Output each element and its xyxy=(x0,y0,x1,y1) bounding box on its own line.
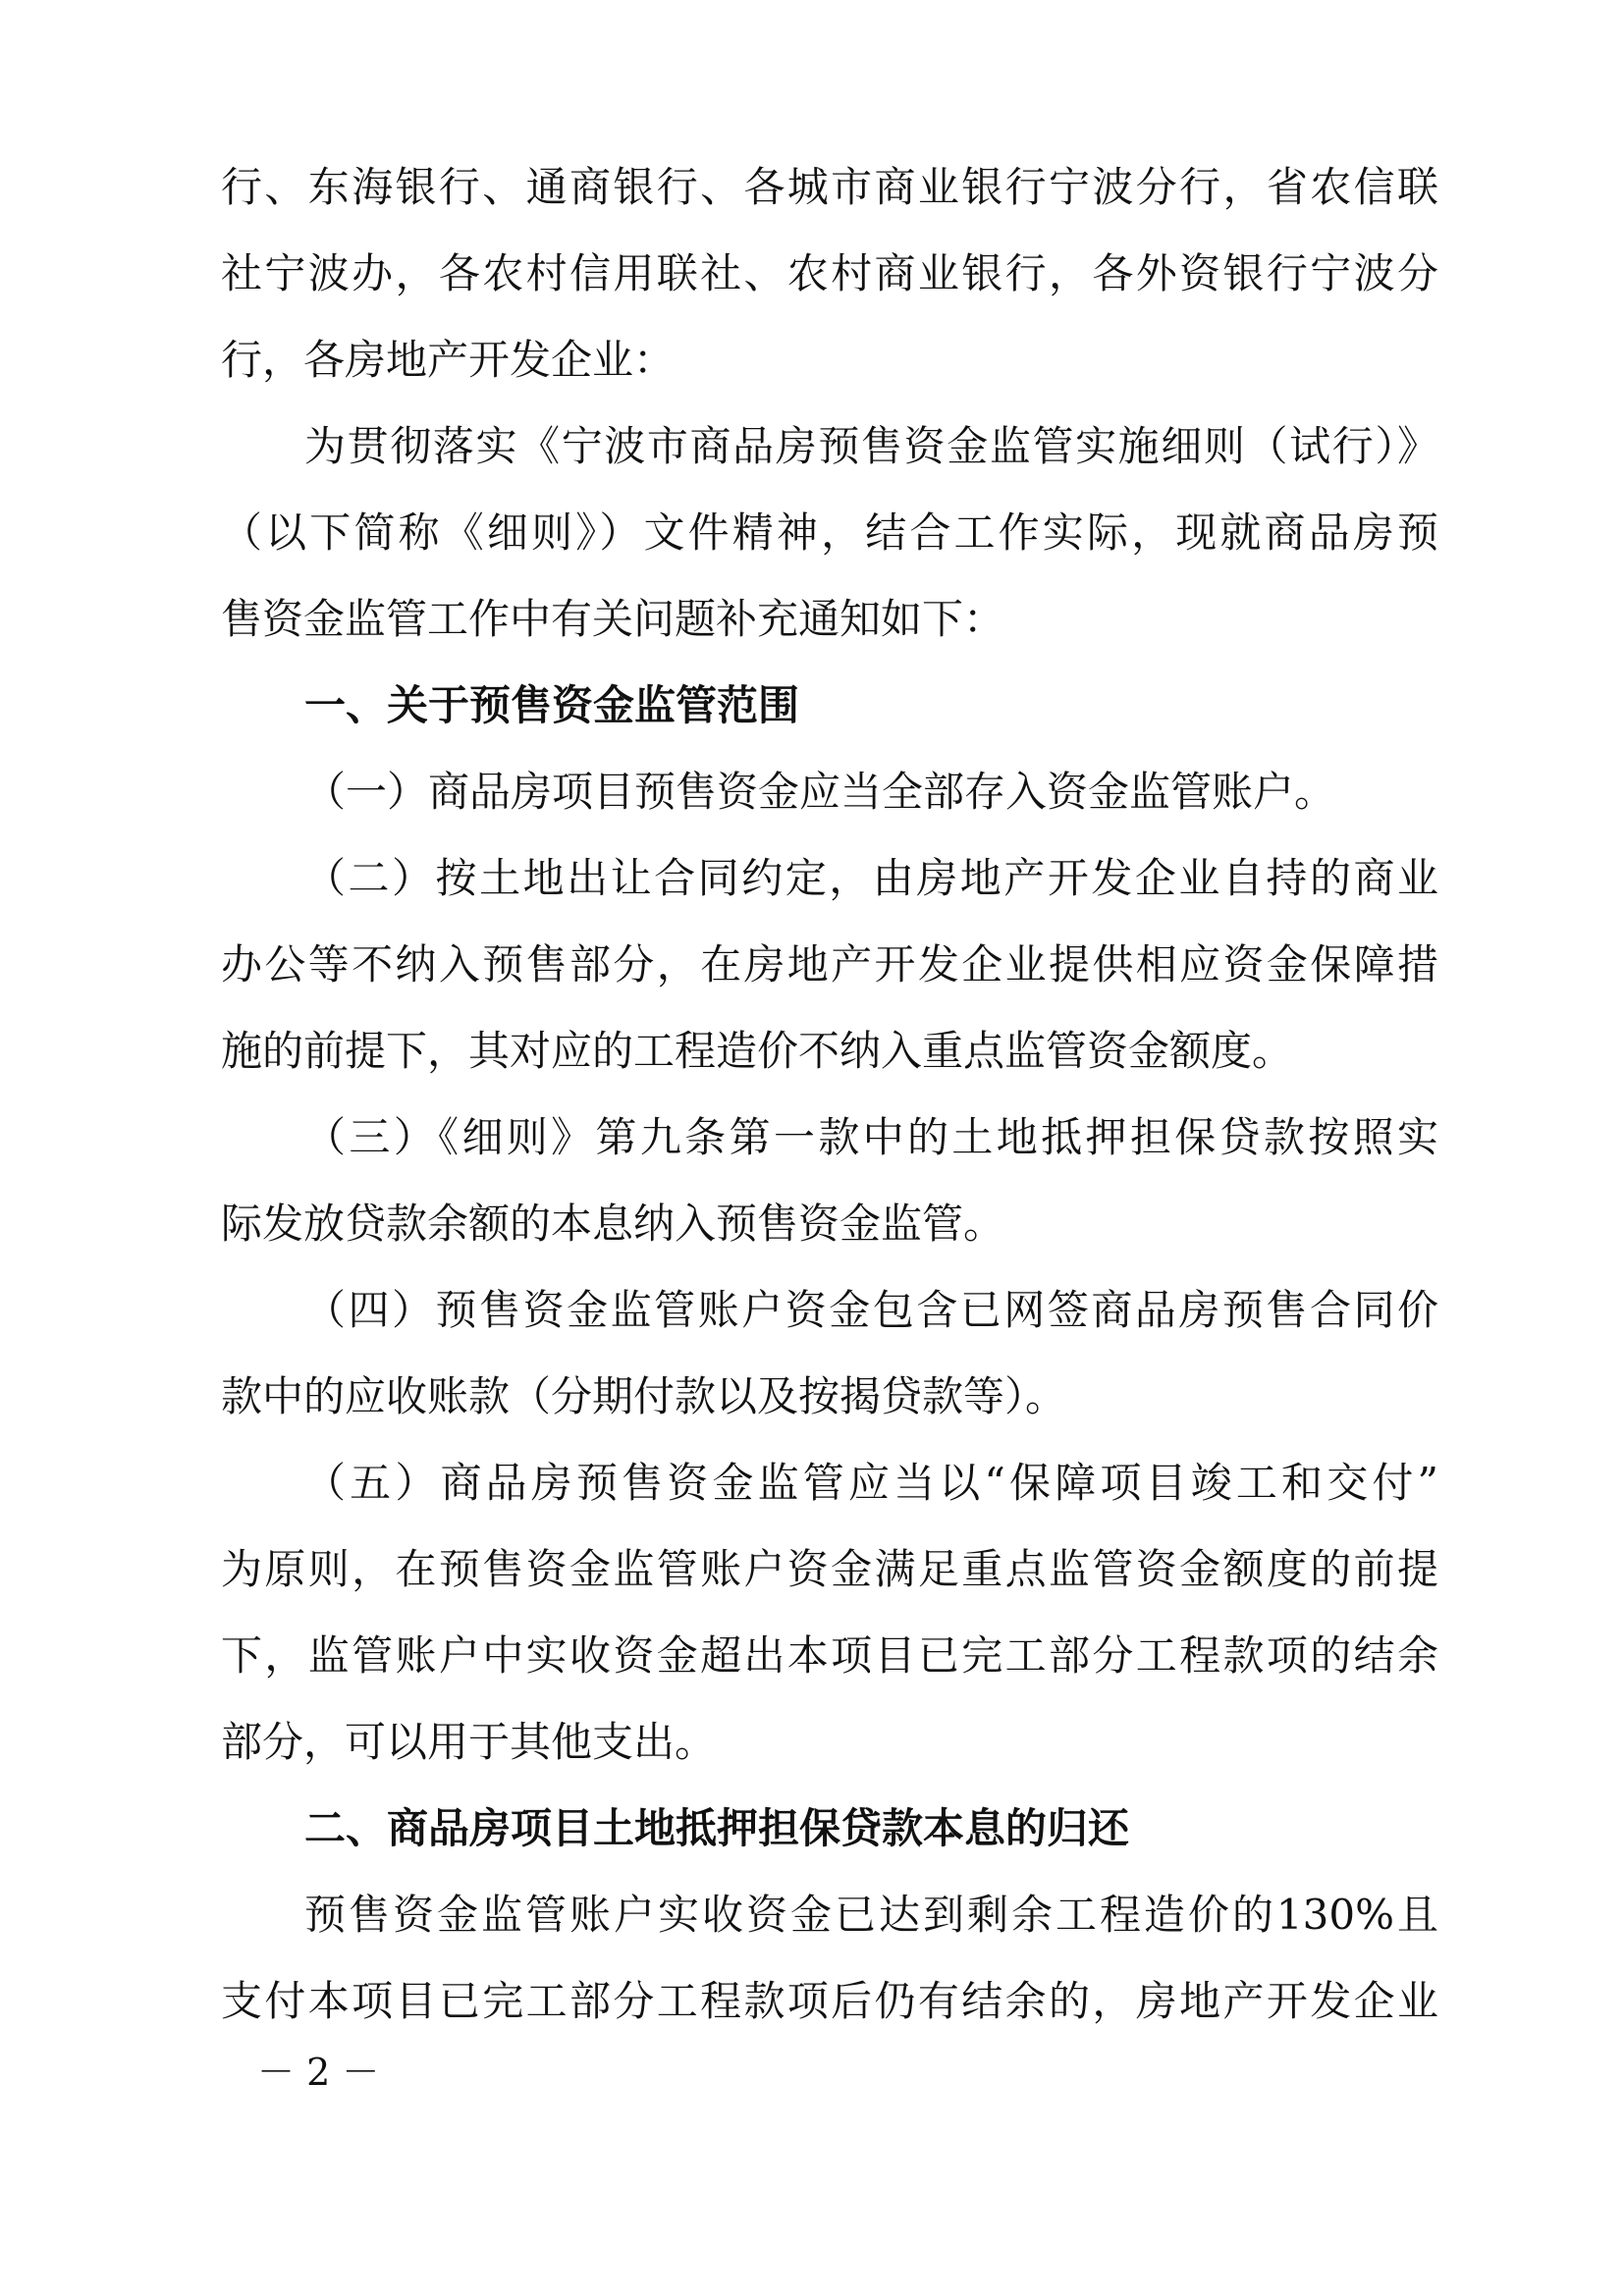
item-2-line-3: 施的前提下，其对应的工程造价不纳入重点监管资金额度。 xyxy=(221,1027,1294,1075)
item-2-line-2: 办公等不纳入预售部分，在房地产开发企业提供相应资金保障措 xyxy=(221,940,1438,988)
item-3-line-1: （三）《细则》第九条第一款中的土地抵押担保贷款按照实 xyxy=(304,1113,1438,1161)
item-5-line-3: 下，监管账户中实收资金超出本项目已完工部分工程款项的结余 xyxy=(221,1631,1438,1680)
section-2-line-1: 预售资金监管账户实收资金已达到剩余工程造价的130%且 xyxy=(304,1891,1438,1939)
item-2-line-1: （二）按土地出让合同约定，由房地产开发企业自持的商业 xyxy=(304,854,1438,902)
item-4-line-1: （四）预售资金监管账户资金包含已网签商品房预售合同价 xyxy=(304,1286,1438,1334)
preamble-line-2: （以下简称《细则》）文件精神，结合工作实际，现就商品房预 xyxy=(221,508,1438,557)
item-4-line-2: 款中的应收账款（分期付款以及按揭贷款等）。 xyxy=(221,1372,1067,1420)
intro-line-3: 行，各房地产开发企业： xyxy=(221,336,676,384)
section-1-heading: 一、关于预售资金监管范围 xyxy=(304,681,800,729)
item-5-line-2: 为原则，在预售资金监管账户资金满足重点监管资金额度的前提 xyxy=(221,1545,1438,1593)
preamble-line-1: 为贯彻落实《宁波市商品房预售资金监管实施细则（试行）》 xyxy=(304,422,1438,470)
section-2-line-2: 支付本项目已完工部分工程款项后仍有结余的，房地产开发企业 xyxy=(221,1977,1438,2025)
item-3-line-2: 际发放贷款余额的本息纳入预售资金监管。 xyxy=(221,1200,1005,1248)
item-1-line-1: （一）商品房项目预售资金应当全部存入资金监管账户。 xyxy=(304,768,1336,816)
item-5-line-4: 部分，可以用于其他支出。 xyxy=(221,1718,717,1766)
section-2-heading: 二、商品房项目土地抵押担保贷款本息的归还 xyxy=(304,1804,1130,1852)
page-number: － 2 － xyxy=(257,2051,380,2094)
item-5-line-1: （五）商品房预售资金监管应当以“保障项目竣工和交付” xyxy=(304,1459,1438,1507)
intro-line-1: 行、东海银行、通商银行、各城市商业银行宁波分行，省农信联 xyxy=(221,163,1438,211)
intro-line-2: 社宁波办，各农村信用联社、农村商业银行，各外资银行宁波分 xyxy=(221,249,1438,297)
preamble-line-3: 售资金监管工作中有关问题补充通知如下： xyxy=(221,595,1005,643)
